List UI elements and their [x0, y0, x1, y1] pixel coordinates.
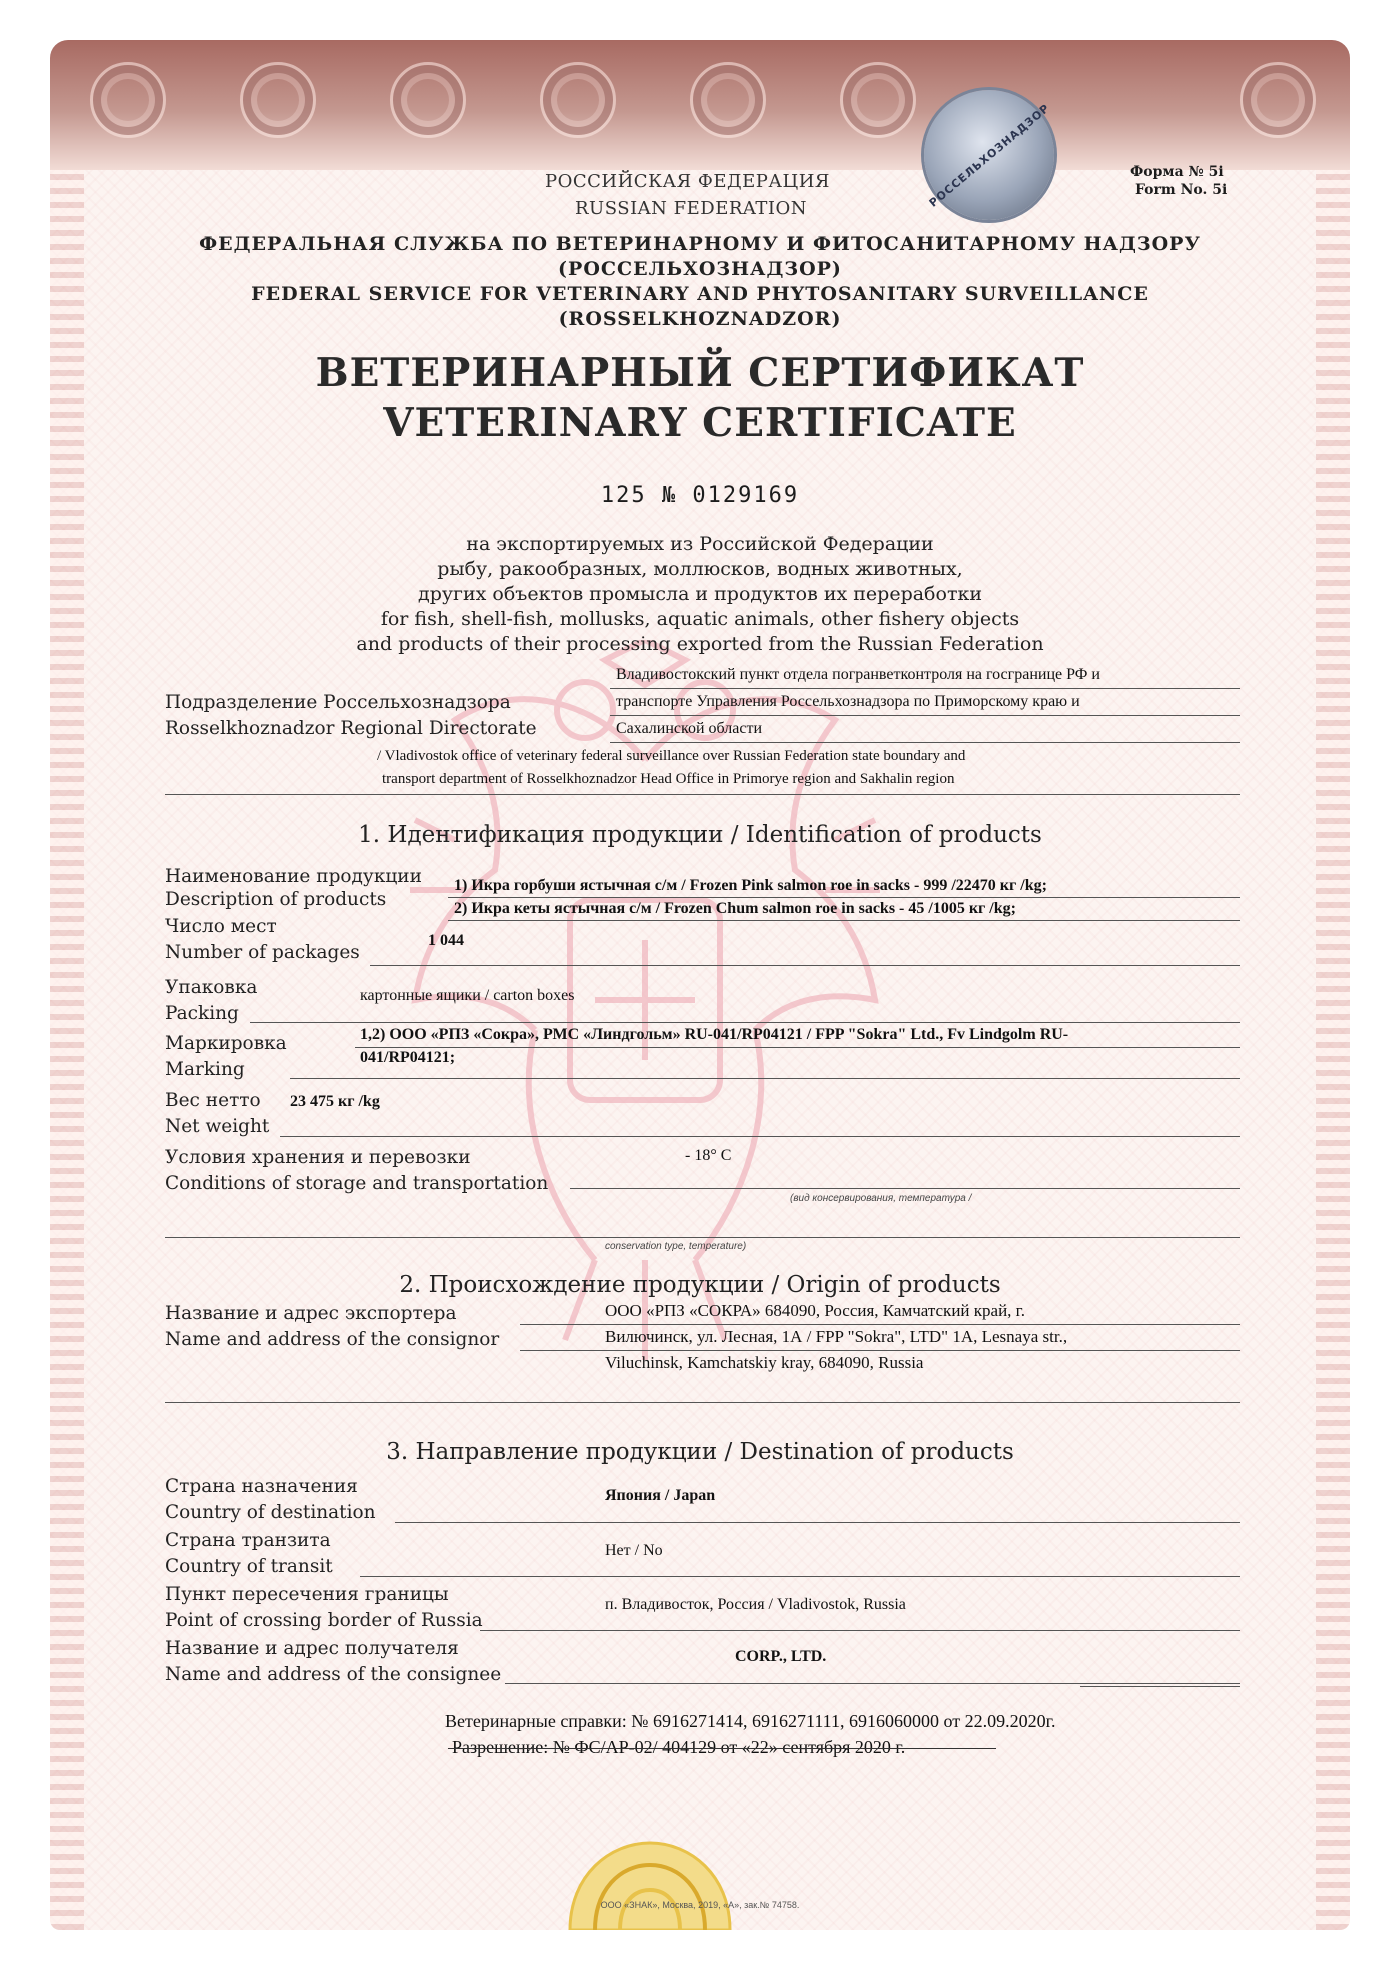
storage-value: - 18° C: [685, 1147, 732, 1164]
rosette-ornament: [1240, 62, 1316, 138]
intro-line: на экспортируемых из Российской Федерации: [466, 533, 934, 555]
country-en: RUSSIAN FEDERATION: [575, 198, 808, 219]
destination-label-en: Country of destination: [165, 1502, 376, 1523]
agency-short-ru: (РОССЕЛЬХОЗНАДЗОР): [558, 258, 842, 280]
field-underline: [570, 1188, 1240, 1189]
field-underline: [448, 920, 1240, 921]
field-underline: [360, 1576, 1240, 1577]
weight-label-en: Net weight: [165, 1116, 270, 1137]
field-underline: [355, 1047, 1240, 1048]
hologram-seal: [924, 90, 1054, 220]
description-value-1: 1) Икра горбуши ястычная с/м / Frozen Pink salmon roe in sacks - 999 /22470 кг /kg;: [454, 877, 1047, 894]
packing-value: картонные ящики / carton boxes: [360, 987, 575, 1004]
rosette-ornament: [840, 62, 916, 138]
directorate-label-en: Rosselkhoznadzor Regional Directorate: [165, 718, 537, 739]
intro-line: рыбу, ракообразных, моллюсков, водных животных,: [437, 558, 963, 580]
permit-reference: Разрешение: № ФС/АР-02/ 404129 от «22» сентября 2020 г.: [452, 1737, 906, 1757]
field-underline: [610, 742, 1240, 743]
destination-label-ru: Страна назначения: [165, 1476, 358, 1497]
transit-label-en: Country of transit: [165, 1556, 333, 1577]
intro-line: for fish, shell-fish, mollusks, aquatic animals, other fishery objects: [380, 608, 1020, 630]
marking-value-1: 1,2) ООО «РПЗ «Сокра», РМС «Линдгольм» RU-041/RP04121 / FPP "Sokra" Ltd., Fv Lindgolm RU-: [360, 1026, 1069, 1043]
field-underline: [1080, 1686, 1240, 1687]
marking-label-en: Marking: [165, 1059, 245, 1080]
form-number-ru: Форма № 5i: [1130, 164, 1224, 180]
marking-label-ru: Маркировка: [165, 1033, 287, 1054]
rosette-ornament: [540, 62, 616, 138]
rosette-ornament: [390, 62, 466, 138]
country-ru: РОССИЙСКАЯ ФЕДЕРАЦИЯ: [545, 171, 830, 192]
description-label-ru: Наименование продукции: [165, 866, 422, 887]
crossing-label-en: Point of crossing border of Russia: [165, 1610, 483, 1631]
destination-value: Япония / Japan: [605, 1487, 716, 1504]
storage-caption-en: conservation type, temperature): [605, 1241, 747, 1252]
certificate-title-ru: ВЕТЕРИНАРНЫЙ СЕРТИФИКАТ: [315, 350, 1085, 396]
storage-caption-ru: (вид консервирования, температура /: [790, 1193, 972, 1204]
field-underline: [520, 1350, 1240, 1351]
rosette-ornament: [690, 62, 766, 138]
directorate-value-en: transport department of Rosselkhoznadzor Head Office in Primorye region and Sakhalin region: [382, 771, 955, 787]
rosette-ornament: [240, 62, 316, 138]
strikethrough-line: [448, 1748, 996, 1749]
field-underline: [165, 1402, 1240, 1403]
agency-ru: ФЕДЕРАЛЬНАЯ СЛУЖБА ПО ВЕТЕРИНАРНОМУ И ФИТОСАНИТАРНОМУ НАДЗОРУ: [199, 233, 1201, 255]
certificate-number: 125 № 0129169: [600, 483, 800, 508]
directorate-value-ru: Владивостокский пункт отдела погранветконтроля на госгранице РФ и: [616, 666, 1100, 683]
field-underline: [250, 1022, 1240, 1023]
certificate-title-en: VETERINARY CERTIFICATE: [383, 400, 1017, 446]
agency-short-en: (ROSSELKHOZNADZOR): [558, 308, 842, 330]
field-underline: [395, 1522, 1240, 1523]
field-underline: [165, 1237, 1240, 1238]
field-underline: [290, 1078, 1240, 1079]
guilloche-top-band: [50, 40, 1350, 170]
field-underline: [520, 1324, 1240, 1325]
field-underline: [165, 794, 1240, 795]
printer-imprint: ООО «ЗНАК», Москва, 2019, «А», зак.№ 74758.: [600, 1900, 800, 1910]
intro-line: других объектов промысла и продуктов их переработки: [418, 583, 982, 605]
section-1-title: 1. Идентификация продукции / Identification of products: [358, 822, 1042, 848]
consignee-label-en: Name and address of the consignee: [165, 1664, 502, 1685]
crossing-value: п. Владивосток, Россия / Vladivostok, Russia: [605, 1596, 906, 1613]
agency-en: FEDERAL SERVICE FOR VETERINARY AND PHYTOSANITARY SURVEILLANCE: [251, 283, 1149, 305]
form-number-en: Form No. 5i: [1135, 182, 1228, 198]
storage-label-en: Conditions of storage and transportation: [165, 1173, 549, 1194]
consignee-value: CORP., LTD.: [735, 1648, 827, 1665]
field-underline: [280, 1136, 1240, 1137]
weight-label-ru: Вес нетто: [165, 1090, 261, 1111]
field-underline: [505, 1683, 1240, 1684]
field-underline: [480, 1630, 1240, 1631]
consignor-label-en: Name and address of the consignor: [165, 1329, 500, 1350]
consignor-value-2: Вилючинск, ул. Лесная, 1А / FPP "Sokra", LTD" 1A, Lesnaya str.,: [605, 1327, 1068, 1346]
crossing-label-ru: Пункт пересечения границы: [165, 1584, 449, 1605]
packages-label-ru: Число мест: [165, 916, 277, 937]
description-value-2: 2) Икра кеты ястычная с/м / Frozen Chum salmon roe in sacks - 45 /1005 кг /kg;: [454, 900, 1016, 917]
consignor-label-ru: Название и адрес экспортера: [165, 1303, 457, 1324]
consignor-value-3: Viluchinsk, Kamchatskiy kray, 684090, Russia: [605, 1353, 924, 1372]
field-underline: [610, 688, 1240, 689]
directorate-label-ru: Подразделение Россельхознадзора: [165, 692, 511, 713]
packing-label-ru: Упаковка: [165, 977, 258, 998]
description-label-en: Description of products: [165, 889, 387, 910]
directorate-value-ru: транспорте Управления Россельхознадзора по Приморскому краю и: [616, 693, 1080, 710]
field-underline: [448, 897, 1240, 898]
field-underline: [610, 715, 1240, 716]
packing-label-en: Packing: [165, 1003, 239, 1024]
transit-value: Нет / No: [605, 1542, 663, 1559]
packages-label-en: Number of packages: [165, 942, 360, 963]
section-2-title: 2. Происхождение продукции / Origin of products: [399, 1272, 1001, 1298]
vet-references: Ветеринарные справки: № 6916271414, 6916271111, 6916060000 от 22.09.2020г.: [445, 1711, 1056, 1731]
weight-value: 23 475 кг /kg: [290, 1093, 380, 1110]
hologram-text: РОССЕЛЬХОЗНАДЗОР: [926, 100, 1052, 210]
storage-label-ru: Условия хранения и перевозки: [165, 1147, 471, 1168]
rosette-ornament: [90, 62, 166, 138]
packages-value: 1 044: [428, 932, 464, 949]
marking-value-2: 041/RP04121;: [360, 1049, 456, 1066]
consignor-value-1: ООО «РПЗ «СОКРА» 684090, Россия, Камчатский край, г.: [605, 1301, 1025, 1320]
directorate-value-en: / Vladivostok office of veterinary federal surveillance over Russian Federation state boundary and: [377, 748, 966, 764]
intro-line: and products of their processing exported from the Russian Federation: [356, 633, 1044, 655]
field-underline: [370, 965, 1240, 966]
consignee-label-ru: Название и адрес получателя: [165, 1638, 459, 1659]
gold-rosette-icon: [560, 1835, 740, 1930]
directorate-value-ru: Сахалинской области: [616, 720, 763, 737]
transit-label-ru: Страна транзита: [165, 1530, 331, 1551]
section-3-title: 3. Направление продукции / Destination of products: [386, 1439, 1014, 1465]
